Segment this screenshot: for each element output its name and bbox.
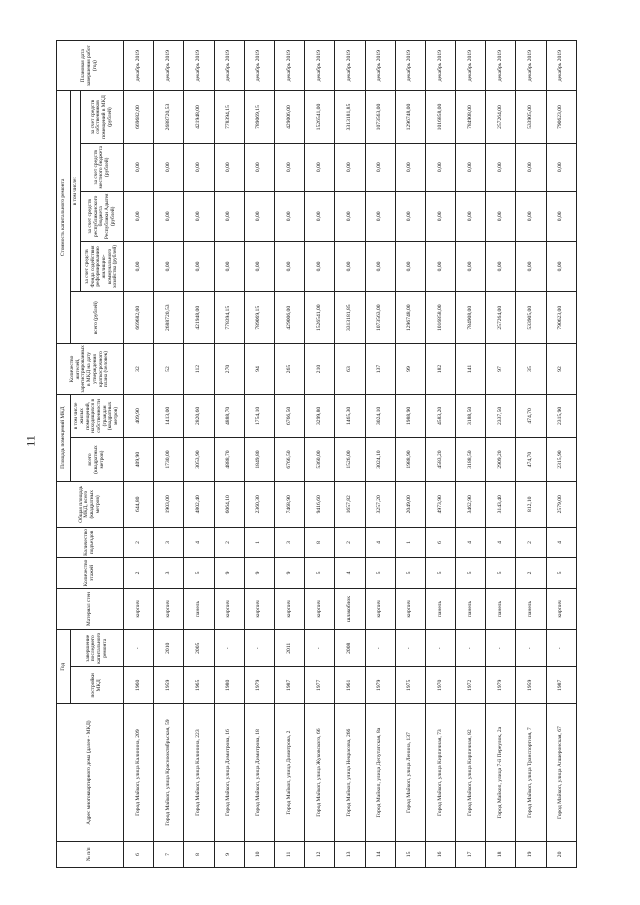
cell-planned-date: декабрь 2019 <box>184 41 214 91</box>
cell-cost-local: 0,00 <box>184 143 214 191</box>
cell-premises-total: 4888,70 <box>214 438 244 482</box>
table-row <box>516 41 546 868</box>
cell-planned-date: декабрь 2019 <box>214 41 244 91</box>
cell-year-built: 1979 <box>486 667 516 704</box>
cell-cost-owners: 257264,00 <box>486 91 516 143</box>
cell-address: Город Майкоп, улица Ленина, 137 <box>395 704 425 841</box>
cell-planned-date: декабрь 2019 <box>516 41 546 91</box>
cell-wall-material: кирпич <box>274 588 304 629</box>
table-row <box>425 41 455 868</box>
cell-residents: 52 <box>154 344 184 394</box>
cell-cost-total: 778394,15 <box>214 292 244 344</box>
cell-planned-date: декабрь 2019 <box>456 41 486 91</box>
cell-year-built: 1980 <box>214 667 244 704</box>
cell-total-area: 3257,20 <box>365 481 395 527</box>
cell-year-built: 1959 <box>516 667 546 704</box>
cell-num: 9 <box>214 841 244 867</box>
cell-floors: 5 <box>425 558 455 589</box>
cell-total-area: 3462,90 <box>456 481 486 527</box>
cell-floors: 5 <box>486 558 516 589</box>
cell-address: Город Майкоп, улица Транспортная, 7 <box>516 704 546 841</box>
cell-total-area: 4802,40 <box>184 481 214 527</box>
cell-premises-total: 1849,80 <box>244 438 274 482</box>
cell-planned-date: декабрь 2019 <box>365 41 395 91</box>
cell-cost-total: 790623,00 <box>546 292 576 344</box>
cell-premises-total: 474,70 <box>516 438 546 482</box>
cell-cost-local: 0,00 <box>154 143 184 191</box>
cell-floors: 5 <box>365 558 395 589</box>
cell-entrances: 2 <box>335 527 365 558</box>
cell-planned-date: декабрь 2019 <box>425 41 455 91</box>
cell-num: 6 <box>124 841 154 867</box>
cell-wall-material: панель <box>516 588 546 629</box>
cell-premises-owned: 6766,50 <box>274 394 304 438</box>
cell-premises-owned: 474,70 <box>516 394 546 438</box>
header-cost-total: всего (рублей) <box>71 292 124 344</box>
cell-residents: 94 <box>244 344 274 394</box>
cell-floors: 9 <box>214 558 244 589</box>
cell-floors: 5 <box>395 558 425 589</box>
cell-year-built: 1970 <box>425 667 455 704</box>
cell-address: Город Майкоп, улица Димитрова, 16 <box>214 704 244 841</box>
cell-cost-total: 3313181,85 <box>335 292 365 344</box>
header-wall-material: Материал стен <box>57 588 124 629</box>
cell-cost-fund: 0,00 <box>335 241 365 291</box>
cell-entrances: 4 <box>486 527 516 558</box>
cell-premises-owned: 1465,30 <box>335 394 365 438</box>
header-year-last-repair: завершение последнего капитального ремонта <box>71 630 124 667</box>
cell-total-area: 812,10 <box>516 481 546 527</box>
cell-wall-material: кирпич <box>365 588 395 629</box>
cell-planned-date: декабрь 2019 <box>154 41 184 91</box>
cell-floors: 2 <box>124 558 154 589</box>
cell-cost-fund: 0,00 <box>395 241 425 291</box>
cell-premises-owned: 3024,10 <box>365 394 395 438</box>
cell-entrances: 1 <box>395 527 425 558</box>
cell-wall-material: панель <box>486 588 516 629</box>
cell-cost-total: 784908,00 <box>456 292 486 344</box>
cell-entrances: 2 <box>214 527 244 558</box>
cell-floors: 9 <box>244 558 274 589</box>
cell-cost-local: 0,00 <box>516 143 546 191</box>
cell-address: Город Майкоп, улица Некрасова, 266 <box>335 704 365 841</box>
cell-floors: 3 <box>154 558 184 589</box>
cell-year-last-repair: 2005 <box>184 630 214 667</box>
cell-cost-fund: 0,00 <box>124 241 154 291</box>
cell-residents: 141 <box>456 344 486 394</box>
cell-planned-date: декабрь 2019 <box>546 41 576 91</box>
cell-planned-date: декабрь 2019 <box>335 41 365 91</box>
cell-floors: 2 <box>516 558 546 589</box>
cell-cost-republic: 0,00 <box>184 191 214 241</box>
cell-num: 8 <box>184 841 214 867</box>
cell-cost-fund: 0,00 <box>244 241 274 291</box>
cell-num: 12 <box>305 841 335 867</box>
cell-premises-owned: 4583,20 <box>425 394 455 438</box>
cell-cost-owners: 778394,15 <box>214 91 244 143</box>
cell-cost-fund: 0,00 <box>425 241 455 291</box>
cell-cost-owners: 1296748,00 <box>395 91 425 143</box>
table-row <box>335 41 365 868</box>
cell-residents: 210 <box>305 344 335 394</box>
cell-cost-total: 789069,15 <box>244 292 274 344</box>
cell-cost-owners: 533905,00 <box>516 91 546 143</box>
header-year-built: постройки МКД <box>71 667 124 704</box>
cell-wall-material: кирпич <box>546 588 576 629</box>
cell-cost-local: 0,00 <box>244 143 274 191</box>
header-residents: Количество жителей, зарегистрированных в МКД на дату утверждения краткосрочного плана (человек) <box>57 344 124 394</box>
cell-cost-owners: 3313181,85 <box>335 91 365 143</box>
cell-entrances: 4 <box>456 527 486 558</box>
header-planned-date: Плановая дата завершения работ (год) <box>57 41 124 91</box>
cell-year-last-repair: - <box>305 630 335 667</box>
cell-cost-owners: 669682,00 <box>124 91 154 143</box>
cell-cost-local: 0,00 <box>365 143 395 191</box>
cell-cost-total: 669682,00 <box>124 292 154 344</box>
cell-cost-republic: 0,00 <box>124 191 154 241</box>
cell-year-built: 1965 <box>184 667 214 704</box>
cell-year-last-repair: - <box>425 630 455 667</box>
cell-cost-republic: 0,00 <box>456 191 486 241</box>
cell-num: 11 <box>274 841 304 867</box>
header-cost-owners: за счет средств собственников помещений в МКД (рублей) <box>81 91 124 143</box>
cell-cost-owners: 1016858,00 <box>425 91 455 143</box>
cell-residents: 97 <box>486 344 516 394</box>
header-premises-group: Площадь помещений МКД <box>57 394 71 481</box>
page-number: 11 <box>23 435 38 447</box>
cell-address: Город Майкоп, улица Депутатская, 8а <box>365 704 395 841</box>
cell-address: Город Майкоп, улица Димитрова, 18 <box>244 704 274 841</box>
cell-premises-owned: 409,90 <box>124 394 154 438</box>
cell-entrances: 4 <box>184 527 214 558</box>
cell-premises-total: 3024,10 <box>365 438 395 482</box>
cell-num: 13 <box>335 841 365 867</box>
cell-year-built: 1975 <box>395 667 425 704</box>
cell-num: 15 <box>395 841 425 867</box>
header-cost-group: Стоимость капитального ремонта <box>57 91 71 344</box>
table-row <box>184 41 214 868</box>
header-premises-owned: в том числе жилых помещений, находящихся в собственности (граждан (квадратных метров) <box>71 394 124 438</box>
cell-num: 14 <box>365 841 395 867</box>
cell-cost-local: 0,00 <box>124 143 154 191</box>
cell-address: Город Майкоп, улица Калинина, 209 <box>124 704 154 841</box>
cell-year-last-repair: - <box>516 630 546 667</box>
cell-cost-local: 0,00 <box>274 143 304 191</box>
cell-year-built: 1979 <box>365 667 395 704</box>
cell-premises-owned: 3188,50 <box>456 394 486 438</box>
cell-wall-material: панель <box>425 588 455 629</box>
cell-cost-republic: 0,00 <box>365 191 395 241</box>
cell-total-area: 2360,30 <box>244 481 274 527</box>
table-row <box>244 41 274 868</box>
cell-cost-republic: 0,00 <box>516 191 546 241</box>
cell-cost-owners: 1526541,00 <box>305 91 335 143</box>
cell-num: 7 <box>154 841 184 867</box>
cell-residents: 92 <box>546 344 576 394</box>
cell-cost-local: 0,00 <box>305 143 335 191</box>
cell-year-built: 1960 <box>124 667 154 704</box>
cell-cost-owners: 789069,15 <box>244 91 274 143</box>
cell-residents: 112 <box>184 344 214 394</box>
cell-num: 20 <box>546 841 576 867</box>
cell-cost-local: 0,00 <box>395 143 425 191</box>
cell-residents: 63 <box>335 344 365 394</box>
cell-num: 18 <box>486 841 516 867</box>
cell-total-area: 1903,00 <box>154 481 184 527</box>
cell-year-built: 1987 <box>546 667 576 704</box>
cell-planned-date: декабрь 2019 <box>124 41 154 91</box>
cell-total-area: 4973,90 <box>425 481 455 527</box>
cell-address: Город Майкоп, улица Апшеронская, 67 <box>546 704 576 841</box>
cell-cost-local: 0,00 <box>214 143 244 191</box>
cell-cost-total: 1016858,00 <box>425 292 455 344</box>
cell-premises-owned: 2820,60 <box>184 394 214 438</box>
cell-cost-republic: 0,00 <box>274 191 304 241</box>
cell-premises-total: 1730,00 <box>154 438 184 482</box>
cell-cost-total: 1073563,00 <box>365 292 395 344</box>
cell-cost-owners: 790623,00 <box>546 91 576 143</box>
cell-year-last-repair: 2011 <box>274 630 304 667</box>
cell-year-last-repair: - <box>486 630 516 667</box>
cell-year-built: 1979 <box>244 667 274 704</box>
cell-entrances: 6 <box>425 527 455 558</box>
cell-num: 16 <box>425 841 455 867</box>
table-row <box>154 41 184 868</box>
cell-num: 17 <box>456 841 486 867</box>
header-year-group: Год <box>57 630 71 704</box>
cell-wall-material: панель <box>456 588 486 629</box>
cell-cost-republic: 0,00 <box>214 191 244 241</box>
cell-wall-material: кирпич <box>214 588 244 629</box>
cell-cost-republic: 0,00 <box>395 191 425 241</box>
header-including: в том числе: <box>71 91 81 292</box>
header-entrances: Количество подъездов <box>57 527 124 558</box>
repair-plan-table <box>56 40 576 868</box>
cell-entrances: 4 <box>546 527 576 558</box>
cell-premises-total: 3188,50 <box>456 438 486 482</box>
cell-total-area: 644,80 <box>124 481 154 527</box>
cell-residents: 35 <box>516 344 546 394</box>
cell-cost-local: 0,00 <box>546 143 576 191</box>
cell-planned-date: декабрь 2019 <box>244 41 274 91</box>
cell-cost-local: 0,00 <box>335 143 365 191</box>
header-address: Адрес многоквартирного дома (далее - МКД) <box>57 704 124 841</box>
cell-cost-fund: 0,00 <box>516 241 546 291</box>
cell-floors: 5 <box>456 558 486 589</box>
cell-planned-date: декабрь 2019 <box>486 41 516 91</box>
cell-cost-republic: 0,00 <box>335 191 365 241</box>
cell-total-area: 9416,60 <box>305 481 335 527</box>
cell-address: Город Майкоп, улица 7-й Переулок, 2а <box>486 704 516 841</box>
cell-cost-total: 1526541,00 <box>305 292 335 344</box>
cell-wall-material: панель <box>184 588 214 629</box>
cell-premises-total: 3053,90 <box>184 438 214 482</box>
cell-wall-material: кирпич <box>305 588 335 629</box>
cell-cost-fund: 0,00 <box>486 241 516 291</box>
cell-total-area: 2049,00 <box>395 481 425 527</box>
table-row <box>305 41 335 868</box>
cell-cost-total: 2688720,53 <box>154 292 184 344</box>
header-premises-total: всего (квадратных метров) <box>71 438 124 482</box>
cell-cost-total: 1296748,00 <box>395 292 425 344</box>
cell-year-built: 1987 <box>274 667 304 704</box>
cell-floors: 4 <box>335 558 365 589</box>
cell-wall-material: кирпич <box>244 588 274 629</box>
cell-address: Город Майкоп, улица Калинина, 223 <box>184 704 214 841</box>
cell-cost-fund: 0,00 <box>305 241 335 291</box>
cell-total-area: 7468,90 <box>274 481 304 527</box>
cell-year-built: 1961 <box>335 667 365 704</box>
header-cost-local: за счет средств местного бюджета (рублей) <box>81 143 124 191</box>
cell-premises-owned: 2337,50 <box>486 394 516 438</box>
cell-floors: 9 <box>274 558 304 589</box>
table-row <box>395 41 425 868</box>
cell-cost-fund: 0,00 <box>546 241 576 291</box>
header-cost-republic: за счет средств республиканского бюджета Республики Адыгея (рублей) <box>81 191 124 241</box>
cell-premises-owned: 2315,90 <box>546 394 576 438</box>
cell-premises-total: 6766,50 <box>274 438 304 482</box>
cell-cost-owners: 2688720,53 <box>154 91 184 143</box>
cell-premises-total: 1526,00 <box>335 438 365 482</box>
cell-year-last-repair: 2010 <box>154 630 184 667</box>
cell-wall-material: кирпич <box>395 588 425 629</box>
cell-cost-fund: 0,00 <box>274 241 304 291</box>
cell-cost-total: 429006,00 <box>274 292 304 344</box>
cell-cost-republic: 0,00 <box>486 191 516 241</box>
cell-residents: 265 <box>274 344 304 394</box>
cell-year-last-repair: - <box>244 630 274 667</box>
cell-year-last-repair: - <box>124 630 154 667</box>
cell-year-last-repair: - <box>456 630 486 667</box>
cell-year-built: 1977 <box>305 667 335 704</box>
cell-premises-total: 409,90 <box>124 438 154 482</box>
cell-cost-republic: 0,00 <box>244 191 274 241</box>
cell-year-last-repair: - <box>395 630 425 667</box>
cell-cost-fund: 0,00 <box>184 241 214 291</box>
cell-address: Город Майкоп, улица Краснооктябрьская, 59 <box>154 704 184 841</box>
cell-cost-total: 421948,00 <box>184 292 214 344</box>
header-num: № п/п <box>57 841 124 867</box>
cell-floors: 5 <box>546 558 576 589</box>
cell-cost-local: 0,00 <box>425 143 455 191</box>
cell-wall-material: кирпич <box>154 588 184 629</box>
cell-floors: 5 <box>184 558 214 589</box>
cell-num: 19 <box>516 841 546 867</box>
cell-total-area: 3143,40 <box>486 481 516 527</box>
cell-cost-local: 0,00 <box>486 143 516 191</box>
cell-residents: 137 <box>365 344 395 394</box>
cell-year-last-repair: - <box>214 630 244 667</box>
cell-cost-local: 0,00 <box>456 143 486 191</box>
table-row <box>546 41 576 868</box>
cell-entrances: 4 <box>365 527 395 558</box>
cell-premises-total: 2315,90 <box>546 438 576 482</box>
cell-cost-fund: 0,00 <box>365 241 395 291</box>
table-row <box>456 41 486 868</box>
cell-year-built: 1972 <box>456 667 486 704</box>
cell-address: Город Майкоп, улица Кирпичная, 73 <box>425 704 455 841</box>
cell-address: Город Майкоп, улица Кирпичная, 82 <box>456 704 486 841</box>
cell-cost-owners: 784908,00 <box>456 91 486 143</box>
cell-num: 10 <box>244 841 274 867</box>
header-cost-fund: за счет средств Фонда содействия реформированию жилищно-коммунального хозяйства (рублей) <box>81 241 124 291</box>
cell-cost-owners: 1073563,00 <box>365 91 395 143</box>
table-row <box>365 41 395 868</box>
cell-residents: 182 <box>425 344 455 394</box>
cell-cost-republic: 0,00 <box>305 191 335 241</box>
cell-premises-owned: 1988,90 <box>395 394 425 438</box>
cell-year-built: 1959 <box>154 667 184 704</box>
cell-planned-date: декабрь 2019 <box>395 41 425 91</box>
cell-year-last-repair: - <box>365 630 395 667</box>
cell-premises-owned: 3299,80 <box>305 394 335 438</box>
cell-cost-fund: 0,00 <box>456 241 486 291</box>
table-row <box>124 41 154 868</box>
cell-entrances: 3 <box>154 527 184 558</box>
cell-year-last-repair: 2008 <box>335 630 365 667</box>
cell-residents: 99 <box>395 344 425 394</box>
cell-entrances: 3 <box>274 527 304 558</box>
cell-cost-republic: 0,00 <box>425 191 455 241</box>
cell-cost-owners: 421948,00 <box>184 91 214 143</box>
cell-total-area: 6064,10 <box>214 481 244 527</box>
cell-wall-material: кирпич <box>124 588 154 629</box>
cell-floors: 5 <box>305 558 335 589</box>
cell-premises-total: 2909,20 <box>486 438 516 482</box>
table-row <box>214 41 244 868</box>
cell-address: Город Майкоп, улица Жуковского, 66 <box>305 704 335 841</box>
cell-wall-material: шлакоблок <box>335 588 365 629</box>
cell-premises-owned: 1413,00 <box>154 394 184 438</box>
cell-planned-date: декабрь 2019 <box>305 41 335 91</box>
cell-cost-owners: 429006,00 <box>274 91 304 143</box>
cell-address: Город Майкоп, улица Димитрова, 2 <box>274 704 304 841</box>
cell-cost-republic: 0,00 <box>154 191 184 241</box>
header-total-area: Общая площадь МКД, всего (квадратных метров) <box>57 481 124 527</box>
cell-premises-owned: 4888,70 <box>214 394 244 438</box>
cell-entrances: 8 <box>305 527 335 558</box>
table-row <box>274 41 304 868</box>
cell-premises-total: 1988,90 <box>395 438 425 482</box>
cell-cost-fund: 0,00 <box>214 241 244 291</box>
cell-total-area: 2579,00 <box>546 481 576 527</box>
cell-cost-total: 257264,00 <box>486 292 516 344</box>
cell-premises-total: 5360,00 <box>305 438 335 482</box>
cell-total-area: 1657,82 <box>335 481 365 527</box>
cell-entrances: 1 <box>244 527 274 558</box>
table-row <box>486 41 516 868</box>
cell-cost-republic: 0,00 <box>546 191 576 241</box>
cell-cost-fund: 0,00 <box>154 241 184 291</box>
cell-cost-total: 533905,00 <box>516 292 546 344</box>
cell-planned-date: декабрь 2019 <box>274 41 304 91</box>
cell-year-last-repair: - <box>546 630 576 667</box>
cell-premises-total: 4583,20 <box>425 438 455 482</box>
cell-residents: 32 <box>124 344 154 394</box>
cell-residents: 270 <box>214 344 244 394</box>
cell-entrances: 2 <box>516 527 546 558</box>
cell-premises-owned: 1754,10 <box>244 394 274 438</box>
header-floors: Количество этажей <box>57 558 124 589</box>
cell-entrances: 2 <box>124 527 154 558</box>
